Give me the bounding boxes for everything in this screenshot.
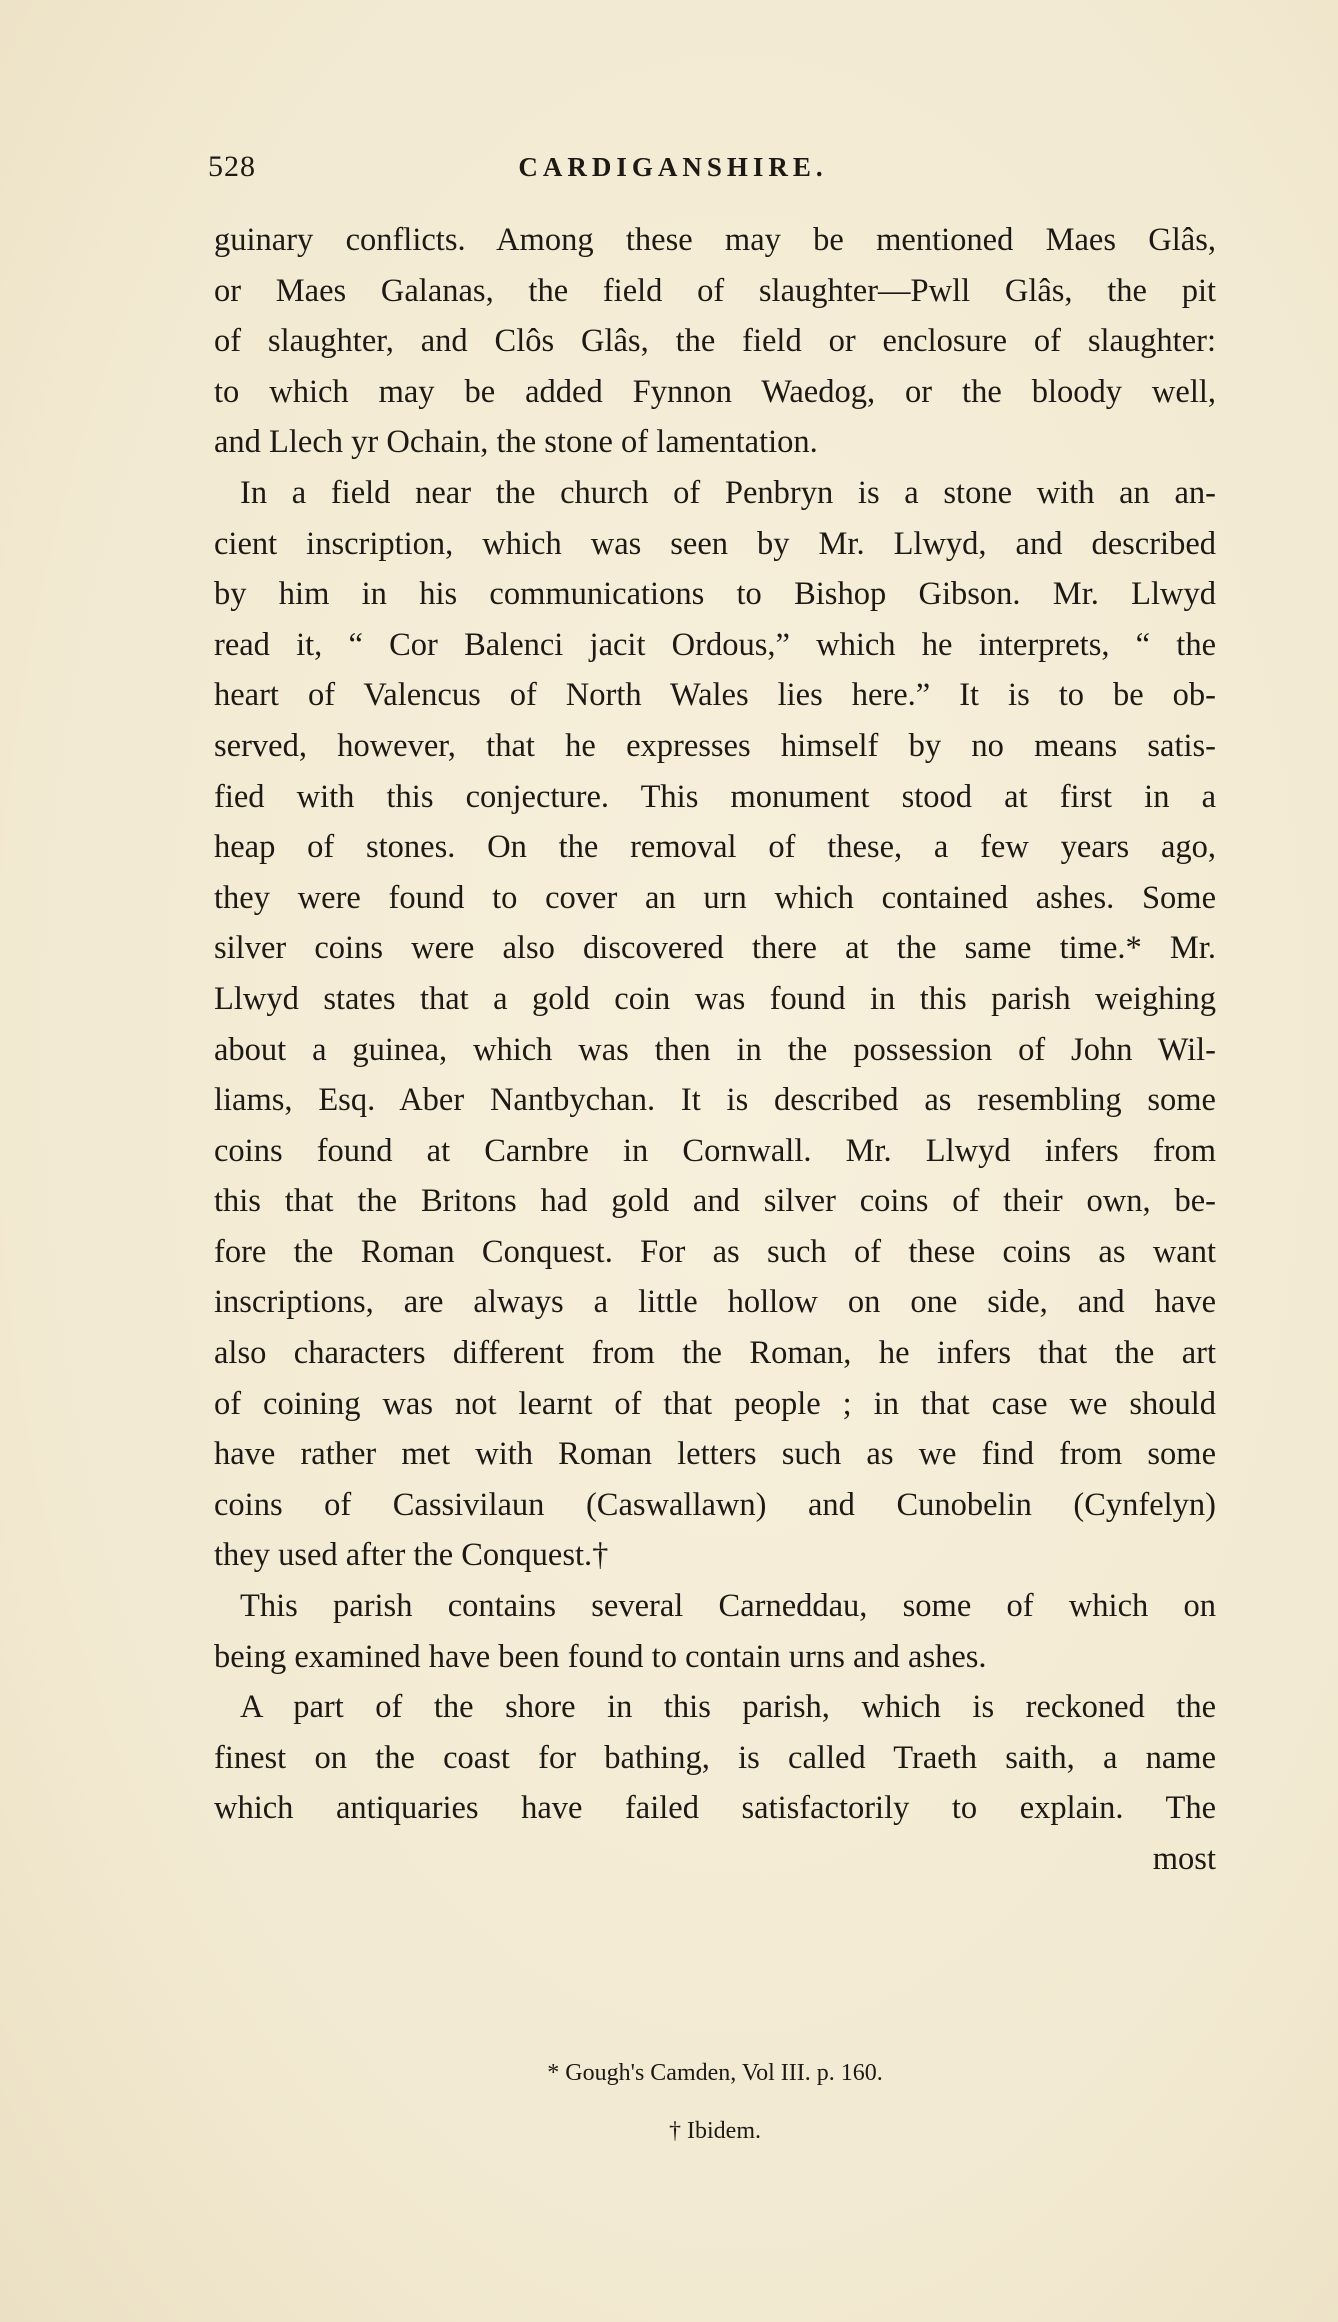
text-line: inscriptions, are always a little hollow on one side, and have — [214, 1284, 1216, 1321]
text-line: served, however, that he expresses himself by no means satis- — [214, 727, 1216, 764]
text-line: by him in his communications to Bishop Gibson. Mr. Llwyd — [214, 576, 1216, 613]
text-line: coins found at Carnbre in Cornwall. Mr. Llwyd infers from — [214, 1132, 1216, 1169]
text-line: coins of Cassivilaun (Caswallawn) and Cunobelin (Cynfelyn) — [214, 1486, 1216, 1523]
text-line: about a guinea, which was then in the possession of John Wil- — [214, 1031, 1216, 1068]
text-line: being examined have been found to contain urns and ashes. — [214, 1638, 987, 1675]
text-line: and Llech yr Ochain, the stone of lamentation. — [214, 424, 818, 461]
catchword: most — [1152, 1841, 1216, 1877]
text-line: liams, Esq. Aber Nantbychan. It is described as resembling some — [214, 1082, 1216, 1119]
text-line: they were found to cover an urn which contained ashes. Some — [214, 879, 1216, 916]
running-head: CARDIGANSHIRE. — [518, 152, 828, 182]
text-line: heart of Valencus of North Wales lies here.” It is to be ob- — [214, 677, 1216, 714]
text-line: read it, “ Cor Balenci jacit Ordous,” which he interprets, “ the — [214, 626, 1216, 663]
text-line: of coining was not learnt of that people ; in that case we should — [214, 1385, 1216, 1422]
text-line: heap of stones. On the removal of these, a few years ago, — [214, 829, 1216, 866]
text-line: to which may be added Fynnon Waedog, or the bloody well, — [214, 373, 1216, 410]
text-line: of slaughter, and Clôs Glâs, the field or enclosure of slaughter: — [214, 323, 1216, 360]
page-header — [208, 150, 1138, 190]
body-text — [214, 215, 1216, 1885]
text-line: A part of the shore in this parish, which is reckoned the — [240, 1689, 1216, 1726]
text-line: fore the Roman Conquest. For as such of these coins as want — [214, 1233, 1216, 1270]
page-number: 528 — [208, 150, 256, 183]
text-line: Llwyd states that a gold coin was found in this parish weighing — [214, 980, 1216, 1017]
text-line: they used after the Conquest.† — [214, 1537, 609, 1574]
text-line: In a field near the church of Penbryn is a stone with an an- — [240, 474, 1216, 511]
text-line: This parish contains several Carneddau, some of which on — [240, 1588, 1216, 1625]
text-line: have rather met with Roman letters such as we find from some — [214, 1436, 1216, 1473]
footnotes — [214, 2050, 1216, 2154]
text-line: cient inscription, which was seen by Mr. Llwyd, and described — [214, 525, 1216, 562]
text-line: also characters different from the Roman, he infers that the art — [214, 1335, 1216, 1372]
text-line: which antiquaries have failed satisfactorily to explain. The — [214, 1790, 1216, 1827]
text-line: finest on the coast for bathing, is called Traeth saith, a name — [214, 1739, 1216, 1776]
text-line: this that the Britons had gold and silver coins of their own, be- — [214, 1183, 1216, 1220]
text-line: fied with this conjecture. This monument stood at first in a — [214, 778, 1216, 815]
text-line: or Maes Galanas, the field of slaughter—Pwll Glâs, the pit — [214, 272, 1216, 309]
footnote: † Ibidem. — [669, 2118, 761, 2144]
footnote: * Gough's Camden, Vol III. p. 160. — [547, 2060, 883, 2086]
text-line: silver coins were also discovered there at the same time.* Mr. — [214, 930, 1216, 967]
text-line: guinary conflicts. Among these may be mentioned Maes Glâs, — [214, 222, 1216, 258]
